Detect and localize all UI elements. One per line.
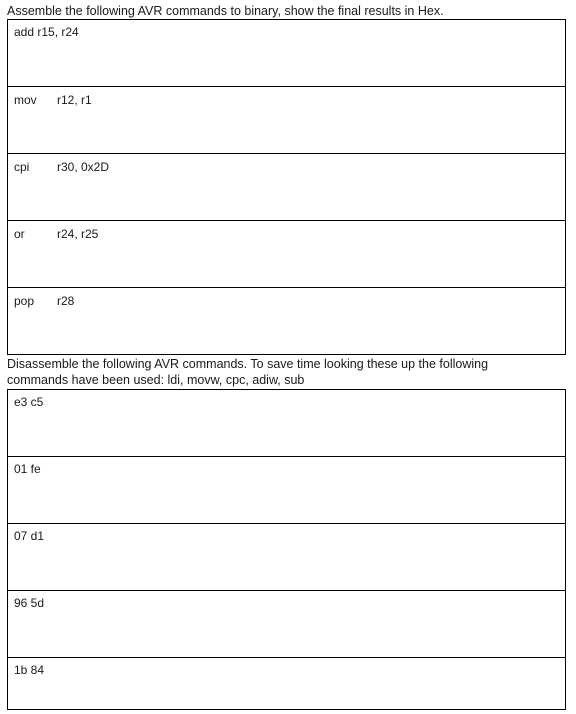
instruction-operands: r12, r1 [57, 93, 92, 107]
instruction-operands: r28 [57, 294, 75, 308]
disassemble-heading-line1: Disassemble the following AVR commands. To save time looking these up the following [7, 357, 489, 371]
machine-code-text: e3 c5 [14, 395, 44, 409]
disassemble-row[interactable] [8, 524, 565, 591]
assemble-row[interactable] [8, 154, 565, 221]
disassemble-heading-line2: commands have been used: ldi, movw, cpc, adiw, sub [7, 373, 305, 387]
instruction-operands: r30, 0x2D [57, 160, 110, 174]
assemble-row[interactable] [8, 87, 565, 154]
disassemble-row[interactable] [8, 658, 565, 710]
disassemble-row[interactable] [8, 591, 565, 658]
instruction-opcode: pop [14, 294, 35, 308]
instruction-opcode: or [14, 227, 25, 241]
assemble-row[interactable] [8, 288, 565, 355]
disassemble-table [7, 389, 566, 710]
instruction-opcode: mov [14, 93, 37, 107]
disassemble-row[interactable] [8, 390, 565, 457]
instruction-text: add r15, r24 [14, 25, 79, 39]
disassemble-row[interactable] [8, 457, 565, 524]
instruction-operands: r24, r25 [57, 227, 99, 241]
assemble-row[interactable] [8, 20, 565, 87]
instruction-opcode: cpi [14, 160, 30, 174]
machine-code-text: 96 5d [14, 596, 45, 610]
table-border-tick [565, 338, 566, 354]
machine-code-text: 07 d1 [14, 529, 45, 543]
assemble-table [7, 19, 566, 355]
machine-code-text: 1b 84 [14, 663, 45, 677]
machine-code-text: 01 fe [14, 462, 41, 476]
assemble-row[interactable] [8, 221, 565, 288]
assemble-heading: Assemble the following AVR commands to binary, show the final results in Hex. [7, 4, 444, 18]
